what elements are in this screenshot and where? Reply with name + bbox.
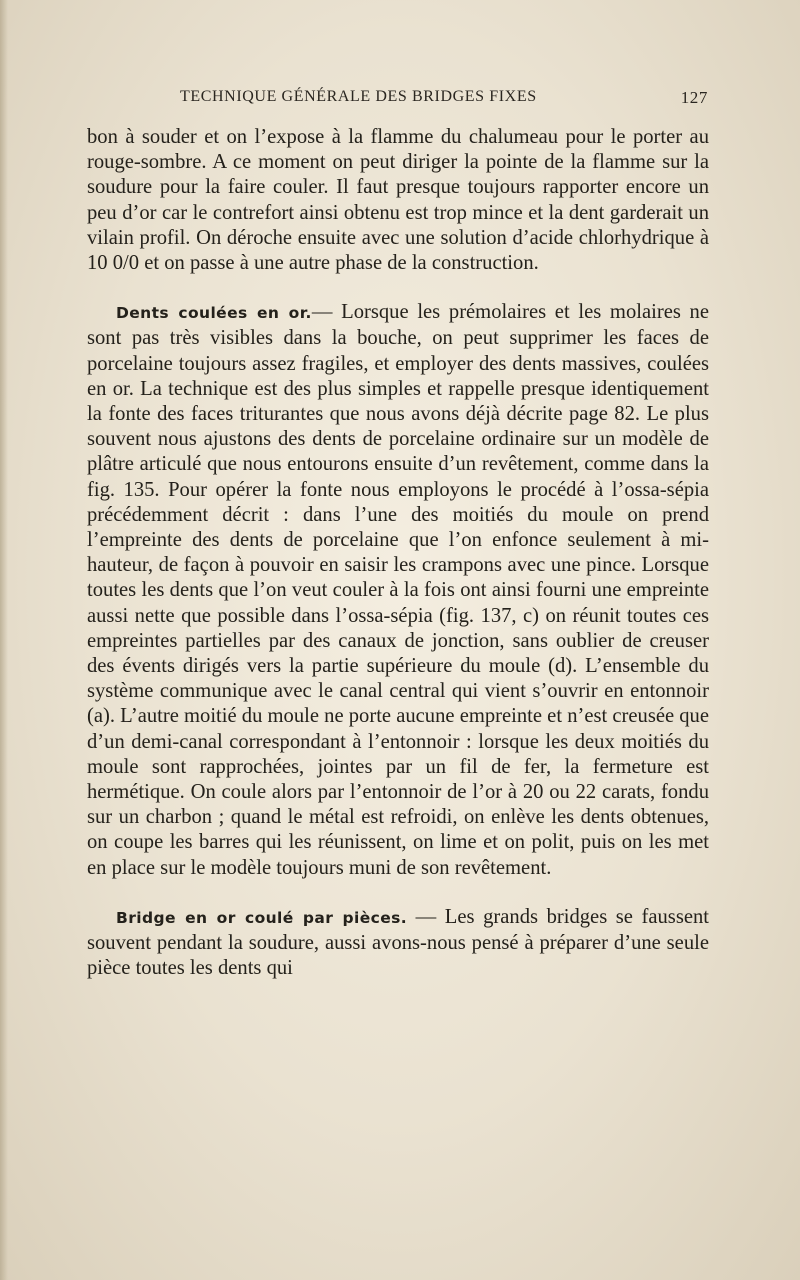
paragraph-bridge-or-body: — Les grands bridges se faussent souvent pendant la soudure, aussi avons-nous pensé à préparer d’une seule pièce toutes les dents qui (87, 905, 709, 980)
paragraph-continuation: bon à souder et on l’expose à la flamme du chalumeau pour le porter au rouge-sombre. A ce moment on peut diriger la pointe de la flamme sur la soudure pour la faire couler. Il faut presque toujours rapporter encore un peu d’or car le contrefort ainsi obtenu est trop mince et la dent garderait un vilain profil. On déroche ensuite avec une solution d’acide chlorhydrique à 10 0/0 et on passe à une autre phase de la construction. (87, 126, 709, 275)
paragraph-spacer (87, 881, 709, 905)
body-text (87, 125, 709, 982)
paragraph-dents-coulees-body: — Lorsque les prémolaires et les molaires ne sont pas très visibles dans la bouche, on peut supprimer les faces de porcelaine toujours assez fragiles, et employer des dents massives, coulées en or. La technique est des plus simples et rappelle presque identiquement la fonte des faces triturantes que nous avons déjà décrite page 82. Le plus souvent nous ajustons des dents de porcelaine ordinaire sur un modèle de plâtre articulé que nous entourons ensuite d’un revêtement, comme dans la fig. 135. Pour opérer la fonte nous employons le procédé à l’ossa-sépia précédemment décrit : dans l’une des moitiés du moule on prend l’empreinte des dents de porcelaine que l’on enfonce seulement à mi-hauteur, de façon à pouvoir en saisir les crampons avec une pince. Lorsque toutes les dents que l’on veut couler à la fois ont ainsi fourni une empreinte aussi nette que possible dans l’ossa-sépia (fig. 137, c) on réunit toutes ces empreintes partielles par des canaux de jonction, sans oublier de creuser des évents dirigés vers la partie supérieure du moule (d). L’ensemble du système communique avec le canal central qui vient s’ouvrir en entonnoir (a). L’autre moitié du moule ne porte aucune empreinte et n’est creusée que d’un demi-canal correspondant à l’entonnoir : lorsque les deux moitiés du moule sont rapprochées, jointes par un fil de fer, la fermeture est hermétique. On coule alors par l’entonnoir de l’or à 20 ou 22 carats, fondu sur un charbon ; quand le métal est refroidi, on enlève les dents obtenues, on coupe les barres qui les réunissent, on lime et on polit, puis on les met en place sur le modèle toujours muni de son revêtement. (87, 301, 709, 879)
paragraph-bridge-or (87, 905, 709, 982)
page-edge-shadow (0, 0, 8, 1280)
running-head: TECHNIQUE GÉNÉRALE DES BRIDGES FIXES (180, 88, 537, 105)
paragraph-dents-coulees (87, 300, 709, 881)
section-heading-dents-coulees: Dents coulées en or. (116, 304, 312, 323)
page-number: 127 (680, 88, 708, 107)
page-header (180, 88, 708, 112)
paragraph-spacer (87, 276, 709, 300)
section-heading-bridge-or: Bridge en or coulé par pièces. (116, 908, 408, 927)
